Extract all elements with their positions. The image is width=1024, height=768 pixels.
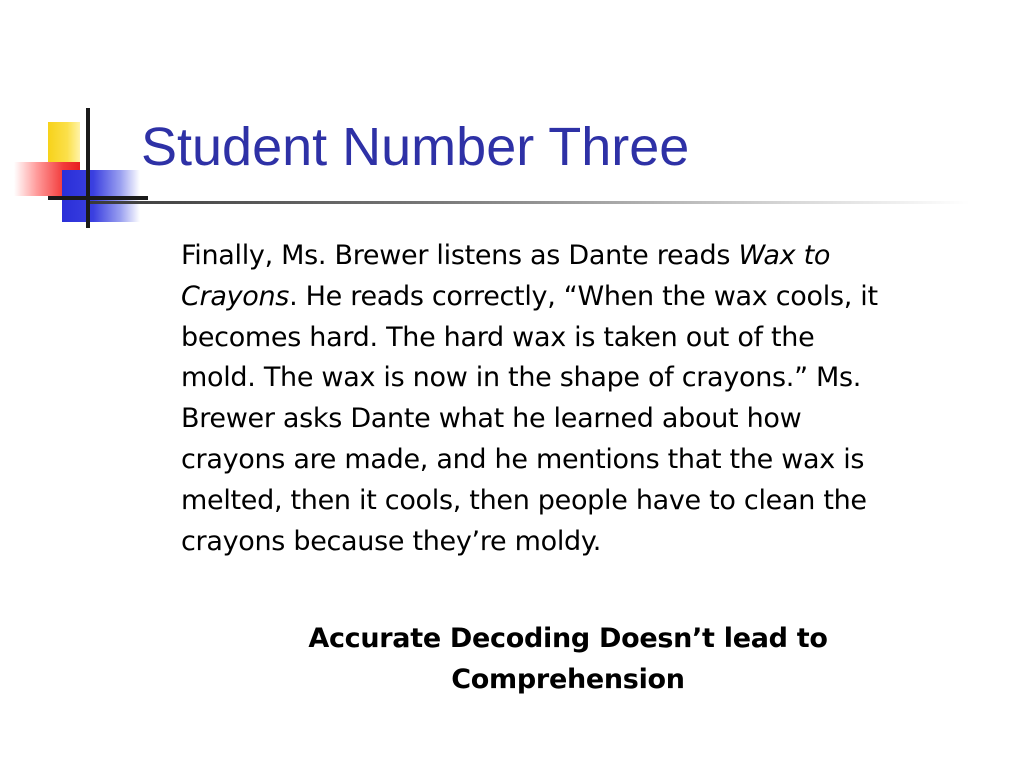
body-line-text: Finally, Ms. Brewer listens as Dante reads (181, 240, 739, 271)
conclusion-statement (180, 618, 956, 700)
body-paragraph (181, 236, 991, 562)
book-title-italic: Wax to (738, 240, 831, 271)
body-line: mold. The wax is now in the shape of crayons.” Ms. (181, 362, 862, 394)
body-line (181, 236, 991, 277)
body-line: Brewer asks Dante what he learned about how (181, 403, 802, 435)
book-title-italic: Crayons (181, 280, 290, 312)
title-underline-rule (90, 201, 970, 204)
conclusion-line: Accurate Decoding Doesn’t lead to (308, 623, 828, 654)
vertical-line-decoration (86, 108, 90, 228)
body-line-text: . He reads correctly, “When the wax cools, it (289, 280, 878, 312)
body-line: melted, then it cools, then people have to clean the (181, 484, 867, 516)
yellow-square-decoration (48, 122, 80, 162)
body-line: crayons because they’re moldy. (181, 525, 602, 557)
body-line: crayons are made, and he mentions that the wax is (181, 443, 865, 475)
body-line (181, 277, 991, 318)
body-line: becomes hard. The hard wax is taken out of the (181, 321, 815, 353)
slide-logo-graphic (0, 100, 150, 240)
slide-title: Student Number Three (141, 117, 690, 177)
conclusion-line: Comprehension (451, 664, 685, 695)
horizontal-line-decoration (48, 196, 148, 200)
